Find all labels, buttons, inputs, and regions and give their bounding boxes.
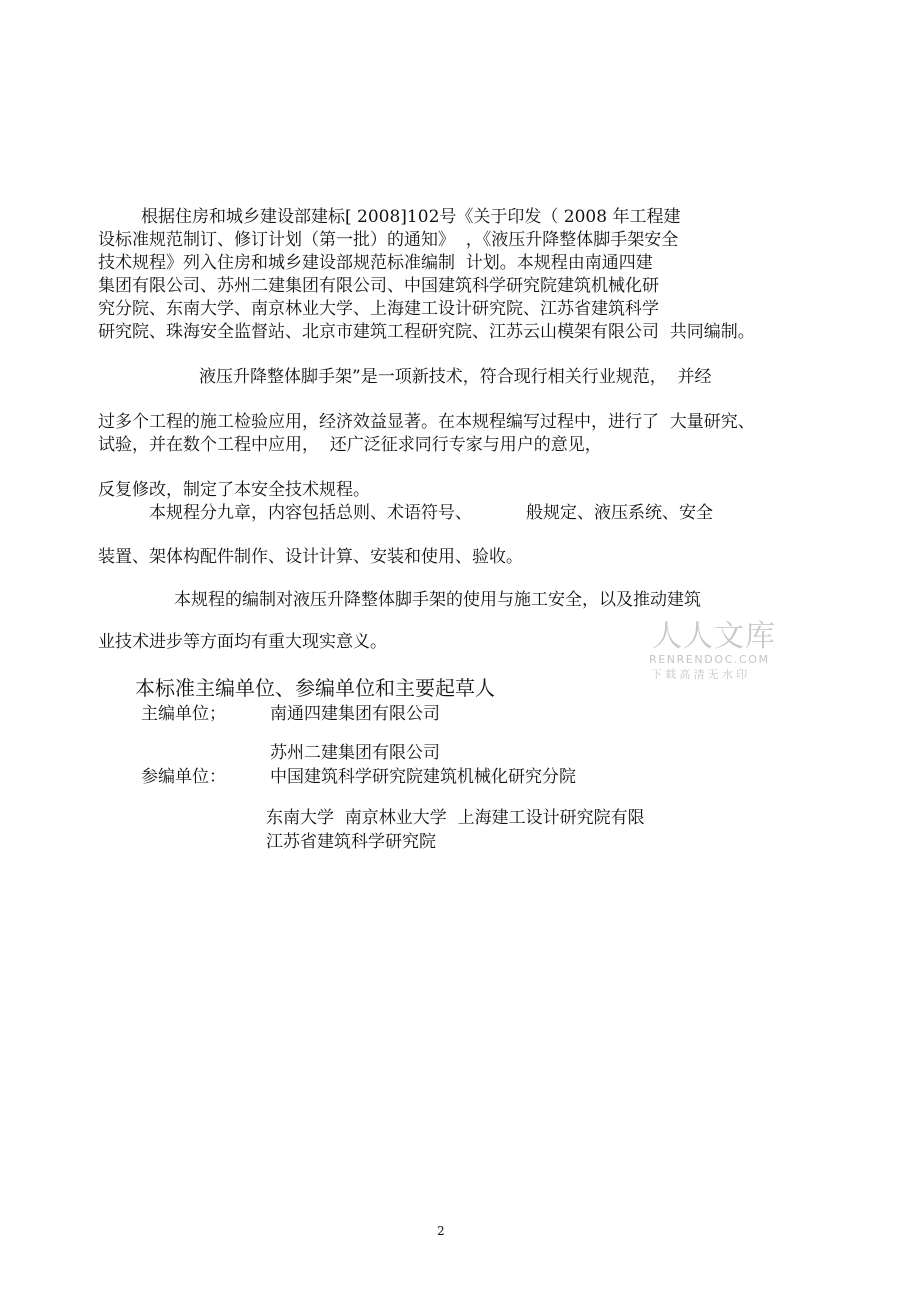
paragraph-4-line-2: 业技术进步等方面均有重大现实意义。 — [98, 632, 387, 652]
chief-unit-name: 南通四建集团有限公司 — [270, 704, 440, 724]
watermark-subtitle: 下载高清无水印 — [651, 668, 751, 681]
paragraph-1-line-1: 根据住房和城乡建设部建标[ 2008]102号《关于印发（ 2008 年工程建 — [141, 207, 681, 227]
paragraph-4-line-1: 本规程的编制对液压升降整体脚手架的使用与施工安全，以及推动建筑 — [174, 590, 701, 610]
paragraph-2-line-1: 液压升降整体脚手架”是一项新技术，符合现行相关行业规范， 并经 — [199, 367, 712, 387]
participant-unit-1: 苏州二建集团有限公司 — [270, 743, 440, 763]
page-number: 2 — [437, 1224, 445, 1238]
section-heading: 本标准主编单位、参编单位和主要起草人 — [135, 676, 495, 700]
paragraph-1-line-2: 设标准规范制订、修订计划（第一批）的通知》 ，《液压升降整体脚手架安全 — [98, 230, 679, 250]
paragraph-3-line-2: 装置、架体构配件制作、设计计算、安装和使用、验收。 — [98, 547, 523, 567]
paragraph-1-line-4: 集团有限公司、苏州二建集团有限公司、中国建筑科学研究院建筑机械化研 — [98, 276, 659, 296]
paragraph-2-line-4: 反复修改，制定了本安全技术规程。 — [98, 480, 370, 500]
watermark-title: 人人文库 — [652, 619, 776, 654]
participant-unit-2: 中国建筑科学研究院建筑机械化研究分院 — [270, 767, 576, 787]
participant-unit-label: 参编单位： — [141, 767, 226, 787]
participant-unit-3: 东南大学 南京林业大学 上海建工设计研究院有限 — [266, 808, 645, 828]
chief-unit-label: 主编单位； — [141, 704, 226, 724]
paragraph-3-line-1: 本规程分九章，内容包括总则、术语符号、 般规定、液压系统、安全 — [149, 503, 714, 523]
paragraph-1-line-5: 究分院、东南大学、南京林业大学、上海建工设计研究院、江苏省建筑科学 — [98, 299, 659, 319]
participant-unit-4: 江苏省建筑科学研究院 — [266, 832, 436, 852]
paragraph-1-line-3: 技术规程》列入住房和城乡建设部规范标准编制 计划。本规程由南通四建 — [98, 253, 653, 273]
paragraph-2-line-3: 试验，并在数个工程中应用， 还广泛征求同行专家与用户的意见， — [98, 435, 602, 455]
paragraph-1-line-6: 研究院、珠海安全监督站、北京市建筑工程研究院、江苏云山模架有限公司 共同编制。 — [98, 322, 755, 342]
paragraph-2-line-2: 过多个工程的施工检验应用，经济效益显著。在本规程编写过程中，进行了 大量研究、 — [98, 412, 755, 432]
watermark-url: RENRENDOC.COM — [649, 653, 770, 666]
